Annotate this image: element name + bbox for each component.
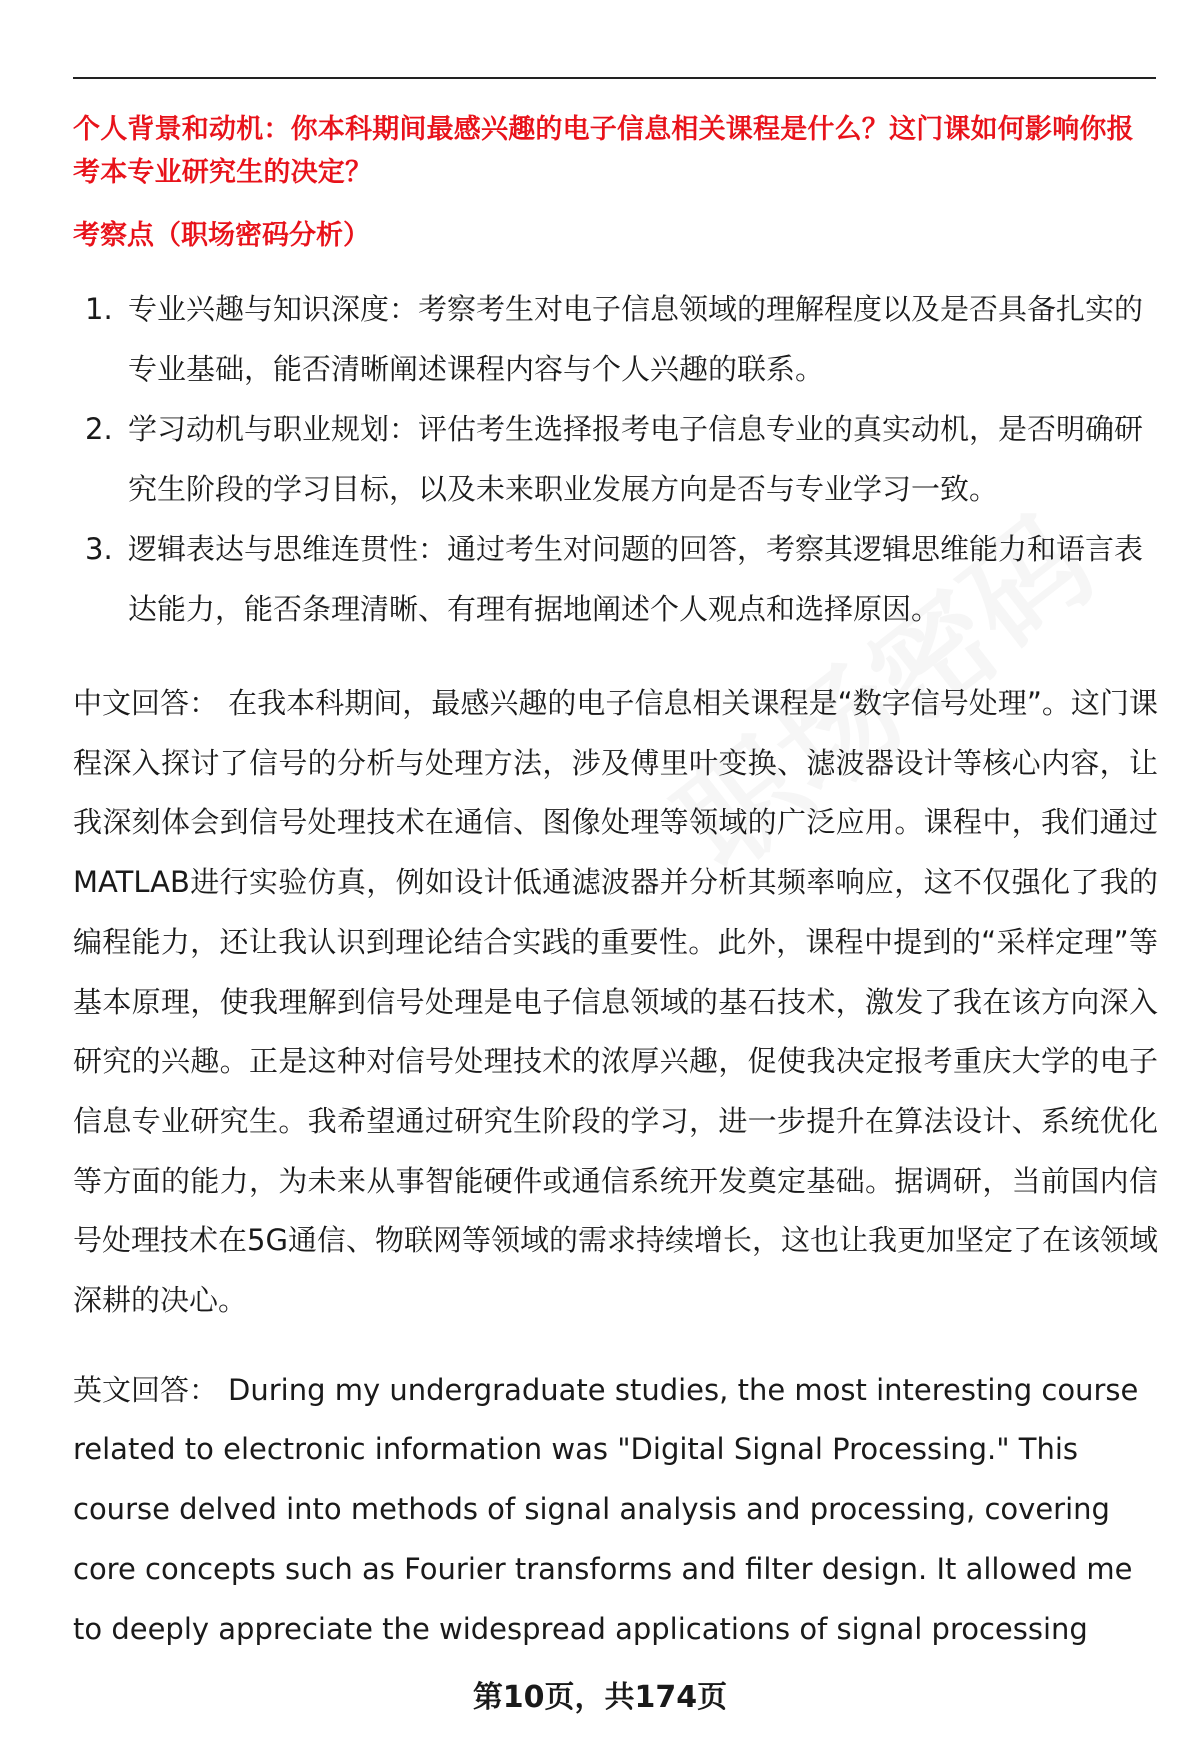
list-item <box>73 399 1158 519</box>
list-number: 3. <box>85 532 113 566</box>
list-item-text: 学习动机与职业规划：评估考生选择报考电子信息专业的真实动机，是否明确研究生阶段的学习目标，以及未来职业发展方向是否与专业学习一致。 <box>128 412 1144 506</box>
chinese-answer-label: 中文回答： <box>73 686 219 720</box>
list-item <box>73 279 1158 399</box>
english-answer-label: 英文回答： <box>73 1372 219 1407</box>
list-item <box>73 519 1158 639</box>
content <box>73 108 1158 1659</box>
list-number: 2. <box>85 412 113 446</box>
assessment-points <box>73 279 1158 639</box>
list-number: 1. <box>85 292 113 326</box>
top-rule <box>73 77 1156 79</box>
english-answer-text: During my undergraduate studies, the most interesting course related to electronic information was "Digital Signal Processing." This course delved into methods of signal analysis and processing, covering core concepts such as Fourier transforms and filter design. It allowed me to deeply appreciate the widespread applications of signal processing <box>73 1372 1139 1646</box>
section-title: 考察点（职场密码分析） <box>73 220 370 251</box>
list-item-text: 逻辑表达与思维连贯性：通过考生对问题的回答，考察其逻辑思维能力和语言表达能力，能否条理清晰、有理有据地阐述个人观点和选择原因。 <box>128 532 1144 626</box>
page-number-footer: 第10页，共174页 <box>472 1680 728 1715</box>
chinese-answer <box>73 674 1158 1331</box>
english-answer <box>73 1361 1158 1660</box>
chinese-answer-text: 在我本科期间，最感兴趣的电子信息相关课程是“数字信号处理”。这门课程深入探讨了信号的分析与处理方法，涉及傅里叶变换、滤波器设计等核心内容，让我深刻体会到信号处理技术在通信、图像处理等领域的广泛应用。课程中，我们通过MATLAB进行实验仿真，例如设计低通滤波器并分析其频率响应，这不仅强化了我的编程能力，还让我认识到理论结合实践的重要性。此外，课程中提到的“采样定理”等基本原理，使我理解到信号处理是电子信息领域的基石技术，激发了我在该方向深入研究的兴趣。正是这种对信号处理技术的浓厚兴趣，促使我决定报考重庆大学的电子信息专业研究生。我希望通过研究生阶段的学习，进一步提升在算法设计、系统优化等方面的能力，为未来从事智能硬件或通信系统开发奠定基础。据调研，当前国内信号处理技术在5G通信、物联网等领域的需求持续增长，这也让我更加坚定了在该领域深耕的决心。 <box>73 686 1158 1318</box>
question-heading: 个人背景和动机：你本科期间最感兴趣的电子信息相关课程是什么？这门课如何影响你报考本专业研究生的决定？ <box>73 114 1134 188</box>
list-item-text: 专业兴趣与知识深度：考察考生对电子信息领域的理解程度以及是否具备扎实的专业基础，能否清晰阐述课程内容与个人兴趣的联系。 <box>128 292 1144 386</box>
